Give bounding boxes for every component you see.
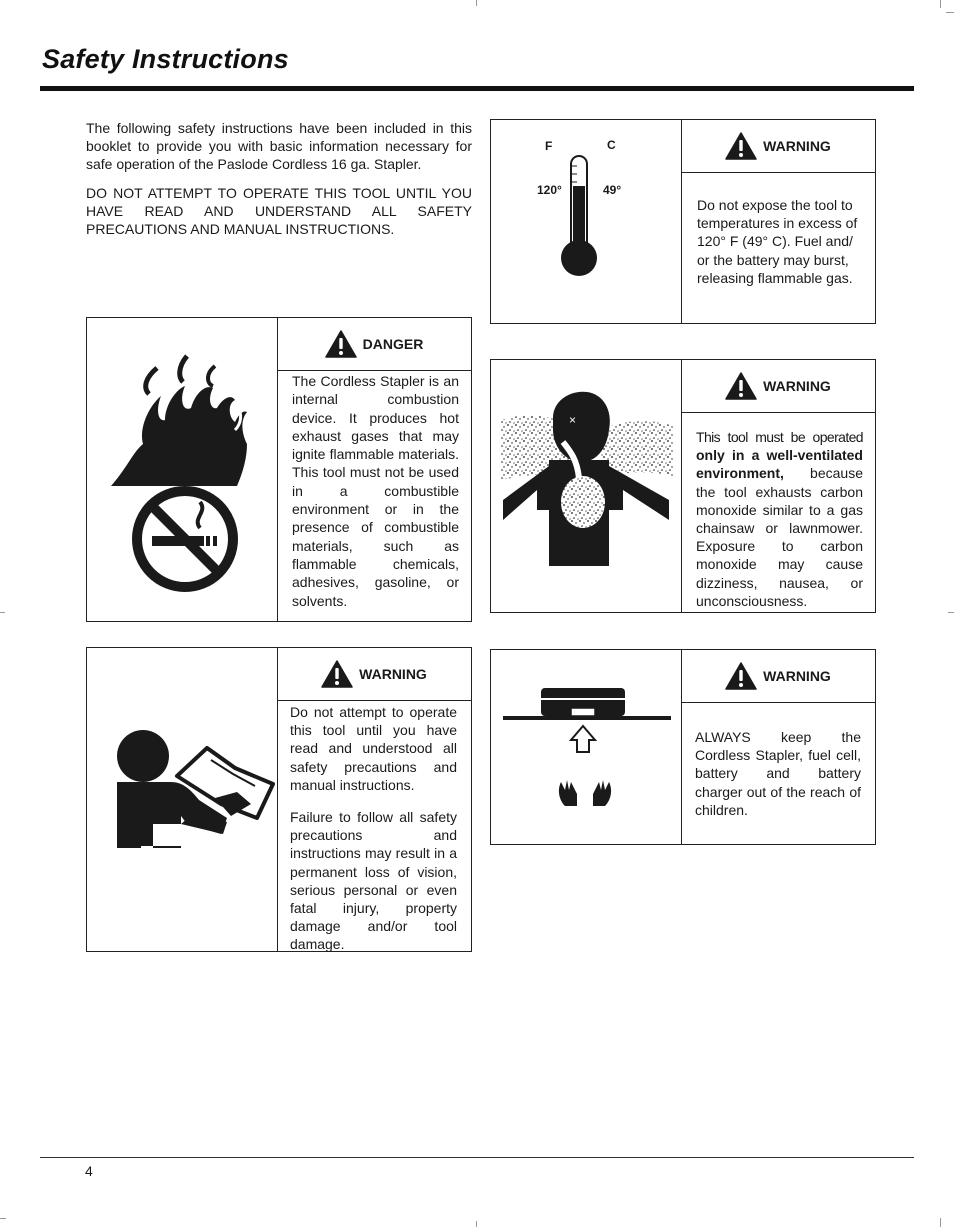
read-manual-warning-panel — [86, 647, 472, 952]
ventilation-warning-panel — [490, 359, 876, 613]
footer-rule — [40, 1157, 914, 1158]
intro-paragraph: The following safety instructions have been included in this booklet to provide you with basic information necessary for safe operation of the Paslode Cordless 16 ga. Stapler. — [86, 120, 472, 172]
thermometer-icon — [491, 120, 681, 323]
temperature-warning-header — [681, 120, 875, 173]
read-manual-illustration — [87, 648, 278, 951]
children-illustration — [491, 650, 682, 844]
warning-triangle-icon — [725, 662, 757, 690]
read-manual-warning-text — [290, 703, 457, 968]
keep-away-from-children-icon — [491, 650, 681, 844]
warning-triangle-icon — [321, 660, 353, 688]
read-manual-paragraph: Do not attempt to operate this tool until you have read and understood all safety precautions and manual instructions. — [290, 704, 457, 793]
danger-text: The Cordless Stapler is an internal combustion device. It produces hot exhaust gases that may ignite flammable materials. This tool must not be used in a combustible environment or in the presence of combustible materials, such as flammable chemicals, adhesives, gasoline, or solvents. — [292, 373, 459, 609]
temperature-warning-panel — [490, 119, 876, 324]
no-smoking-icon — [130, 484, 240, 594]
flame-icon — [87, 348, 277, 498]
svg-text:×: × — [569, 413, 577, 427]
signal-word: WARNING — [763, 378, 831, 394]
crop-mark — [946, 12, 954, 13]
crop-mark — [476, 0, 477, 6]
signal-word: WARNING — [763, 668, 831, 684]
inhalation-hazard-icon — [491, 360, 681, 612]
read-manual-icon — [87, 648, 277, 951]
children-warning-panel — [490, 649, 876, 845]
warning-triangle-icon — [325, 330, 357, 358]
signal-word: WARNING — [359, 666, 427, 682]
ventilation-warning-text: This tool must be operated only in a well-ventilated environment, because the tool exhausts carbon monoxide similar to a gas chainsaw or lawnmower. Exposure to carbon monoxide may cause dizziness, nausea, or unconsciousness. — [696, 429, 863, 609]
signal-word: WARNING — [763, 138, 831, 154]
page-number: 4 — [85, 1163, 93, 1179]
crop-mark — [940, 0, 941, 8]
temperature-warning-text: Do not expose the tool to temperatures in excess of 120° F (49° C). Fuel and/ or the battery may burst, releasing flammable gas. — [697, 197, 858, 286]
fahrenheit-label: F — [545, 139, 553, 153]
celsius-label: C — [607, 138, 616, 152]
crop-mark — [940, 1218, 941, 1227]
read-manual-warning-header — [277, 648, 471, 701]
warning-triangle-icon — [725, 372, 757, 400]
temperature-illustration — [491, 120, 682, 323]
fahrenheit-value: 120° — [537, 183, 562, 197]
ventilation-warning-header — [681, 360, 875, 413]
title-rule — [40, 86, 914, 91]
danger-illustration — [87, 318, 278, 621]
intro-warning-paragraph: DO NOT ATTEMPT TO OPERATE THIS TOOL UNTIL YOU HAVE READ AND UNDERSTAND ALL SAFETY PRECAUTIONS AND MANUAL INSTRUCTIONS. — [86, 185, 472, 237]
warning-triangle-icon — [725, 132, 757, 160]
danger-header — [277, 318, 471, 371]
children-warning-header — [681, 650, 875, 703]
celsius-value: 49° — [603, 183, 622, 197]
page-title: Safety Instructions — [42, 44, 289, 74]
intro-text — [86, 119, 472, 249]
ventilation-illustration — [491, 360, 682, 612]
signal-word: DANGER — [362, 336, 424, 352]
consequences-paragraph: Failure to follow all safety precautions and instructions may result in a permanent loss of vision, serious personal or even fatal injury, property damage and/or tool damage. — [290, 809, 457, 953]
crop-mark — [476, 1221, 477, 1227]
danger-panel — [86, 317, 472, 622]
crop-mark — [948, 612, 954, 613]
children-warning-text: ALWAYS keep the Cordless Stapler, fuel cell, battery and battery charger out of the reach of children. — [695, 729, 861, 818]
crop-mark — [0, 612, 5, 613]
crop-mark — [0, 1218, 6, 1219]
